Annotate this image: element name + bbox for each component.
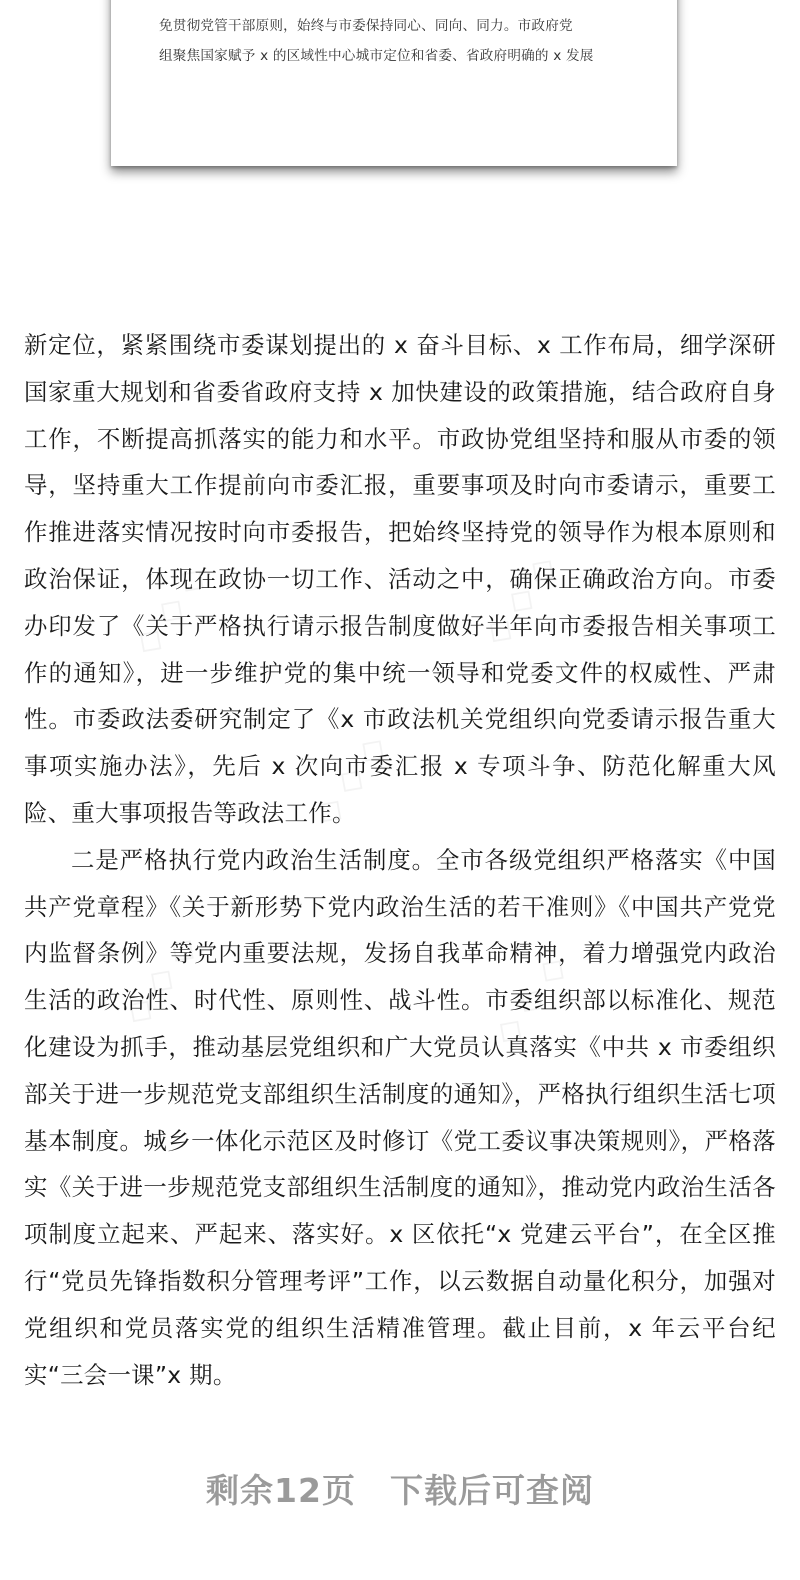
remaining-pages-label: 剩余12页	[206, 1471, 356, 1510]
download-prompt-label: 下载后可查阅	[389, 1471, 594, 1510]
watermark-icon: ◇ ◇ ◇	[124, 557, 216, 663]
preview-text-line: 组聚焦国家赋予 x 的区域性中心城市定位和省委、省政府明确的 x 发展	[159, 48, 594, 64]
watermark-icon: ◇ ◇ ◇	[484, 947, 576, 1053]
article-body	[24, 322, 776, 1398]
preview-text-line: 免贯彻党管干部原则，始终与市委保持同心、同向、同力。市政府党	[159, 18, 573, 34]
article-paragraph: 新定位，紧紧围绕市委谋划提出的 x 奋斗目标、x 工作布局，细学深研国家重大规划和省委省政府支持 x 加快建设的政策措施，结合政府自身工作，不断提高抓落实的能力和水平。市政协党组坚持和服从市委的领导，坚持重大工作提前向市委汇报，重要事项及时向市委请示，重要工作推进落实情况按时向市委报告，把始终坚持党的领导作为根本原则和政治保证，体现在政协一切工作、活动之中，确保正确政治方向。市委办印发了《关于严格执行请示报告制度做好半年向市委报告相关事项工作的通知》，进一步维护党的集中统一领导和党委文件的权威性、严肃性。市委政法委研究制定了《x 市政法机关党组织向党委请示报告重大事项实施办法》，先后 x 次向市委汇报 x 专项斗争、防范化解重大风险、重大事项报告等政法工作。	[24, 331, 776, 827]
watermark-icon: ◇ ◇ ◇	[304, 727, 396, 833]
watermark-icon: ◇ ◇ ◇	[474, 547, 566, 653]
article-paragraph: 二是严格执行党内政治生活制度。全市各级党组织严格落实《中国共产党章程》《关于新形势下党内政治生活的若干准则》《中国共产党党内监督条例》等党内重要法规，发扬自我革命精神，着力增强党内政治生活的政治性、时代性、原则性、战斗性。市委组织部以标准化、规范化建设为抓手，推动基层党组织和广大党员认真落实《中共 x 市委组织部关于进一步规范党支部组织生活制度的通知》，严格执行组织生活七项基本制度。城乡一体化示范区及时修订《党工委议事决策规则》，严格落实《关于进一步规范党支部组织生活制度的通知》，推动党内政治生活各项制度立起来、严起来、落实好。x 区依托“x 党建云平台”，在全区推行“党员先锋指数积分管理考评”工作，以云数据自动量化积分，加强对党组织和党员落实党的组织生活精准管理。截止目前，x 年云平台纪实“三会一课”x 期。	[24, 845, 776, 1389]
watermark-icon: ◇ ◇ ◇	[114, 927, 206, 1033]
download-to-read-banner[interactable]	[0, 1465, 800, 1512]
document-preview-card	[111, 0, 677, 166]
